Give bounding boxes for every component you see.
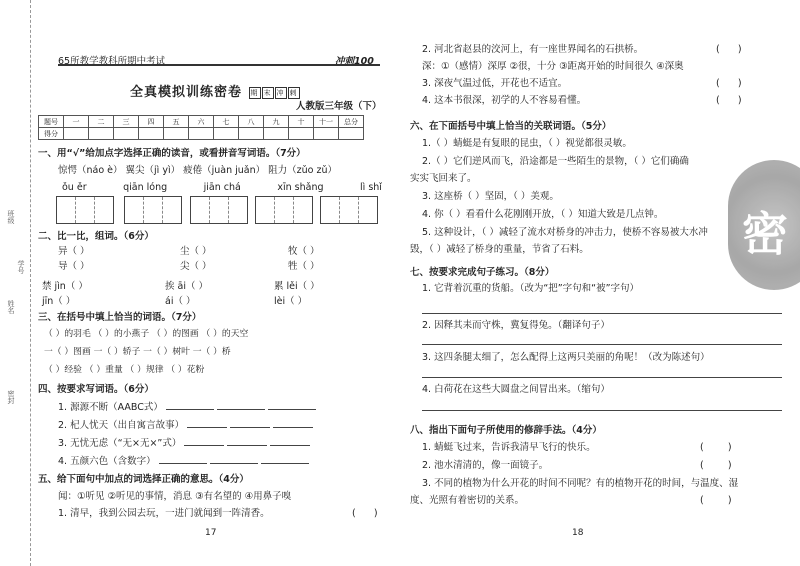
answer-paren[interactable]: ( ) (716, 95, 742, 106)
pinyin-item: lì shǐ (360, 182, 382, 193)
conj-item: 毁，（ ）减轻了桥身的重量，节省了石料。 (410, 244, 589, 255)
section-2-title: 二、比一比，组词。（6分） (38, 231, 154, 242)
score-cell: 总分 (339, 116, 364, 128)
page-number: 18 (572, 528, 584, 538)
answer-line[interactable] (273, 427, 313, 428)
conj-item: 5. 这种设计，（ ）减轻了流水对桥身的冲击力，使桥不容易被大水冲 (422, 227, 708, 238)
section-1-title: 一、用“√”给加点字选择正确的读音，或看拼音写词语。（7分） (38, 148, 306, 159)
gutter-label-class: 班级 (7, 210, 15, 224)
answer-line[interactable] (268, 409, 316, 410)
compare-item: 异（ ） (58, 246, 90, 257)
answer-line[interactable] (210, 463, 258, 464)
answer-line[interactable] (422, 313, 782, 314)
score-cell: 一 (64, 116, 89, 128)
answer-line[interactable] (270, 445, 310, 446)
brand-label: 冲刺100 (335, 56, 374, 67)
section-8-title: 八、指出下面句子所使用的修辞手法。（4分） (410, 425, 602, 436)
badge-2: 末 (263, 88, 272, 97)
compare-item: 尖（ ） (180, 261, 212, 272)
meaning-item: 3. 深夜气温过低，开花也不适宜。 (422, 78, 568, 89)
compare-item: 禁 jìn（ ） (42, 281, 88, 292)
score-input[interactable] (339, 128, 364, 140)
write-item-text: 2. 杞人忧天（出自寓言故事） (58, 420, 185, 431)
answer-line[interactable] (184, 445, 224, 446)
section-5-title: 五、给下面句中加点的词选择正确的意思。（4分） (38, 474, 249, 485)
pinyin-item: xīn shǎng (277, 182, 324, 193)
compare-item: jīn（ ） (42, 296, 76, 307)
answer-line[interactable] (422, 377, 782, 378)
pinyin-item: qiān lóng (123, 182, 168, 193)
score-cell: 八 (239, 116, 264, 128)
meaning-item: 1. 清早，我到公园去玩，一进门就闻到一阵清香。 (58, 508, 270, 519)
rhetoric-item: 1. 蜻蜓飞过来，告诉我清早飞行的快乐。 (422, 442, 596, 453)
write-item (58, 456, 309, 468)
rhetoric-item: 度、光照有着密切的关系。 (410, 495, 525, 506)
score-cell: 七 (214, 116, 239, 128)
title-text: 全真模拟训练密卷 (130, 85, 243, 100)
badge-1: 期 (250, 88, 259, 97)
rhetoric-item: 2. 池水清清的，像一面镜子。 (422, 460, 549, 471)
meaning-options: 深：①（感情）深厚 ②很，十分 ③距离开始的时间很久 ④深奥 (422, 61, 684, 72)
compare-item: 挨 āi（ ） (165, 281, 209, 292)
score-cell: 题号 (39, 116, 64, 128)
answer-line[interactable] (166, 409, 214, 410)
answer-paren[interactable]: ( ) (716, 44, 742, 55)
answer-paren[interactable]: ( ) (716, 78, 742, 89)
meaning-options: 闻：①听见 ②听见的事情，消息 ③有名望的 ④用鼻子嗅 (58, 491, 292, 502)
section-1-line: 惊愕（náo è） 翼尖（jì yì） 疲倦（juàn juǎn） 阻力（zǔo zǔ） (58, 165, 338, 176)
sentence-item: 2. 因释其耒而守株，冀复得兔。（翻译句子） (422, 320, 610, 331)
grade-label: 人教版三年级（下） (296, 101, 382, 112)
score-table (38, 115, 364, 140)
score-cell: 二 (89, 116, 114, 128)
pinyin-row (62, 182, 382, 194)
badge-4: 刺 (289, 88, 298, 97)
writing-box[interactable] (124, 196, 182, 224)
seal-stamp-text: 密 (742, 207, 788, 261)
score-input[interactable] (239, 128, 264, 140)
header-rule (58, 64, 380, 66)
score-cell: 十 (289, 116, 314, 128)
rhetoric-item: 3. 不同的植物为什么开花的时间不同呢？有的植物开花的时间，与温度、湿 (422, 478, 739, 489)
score-cell: 四 (139, 116, 164, 128)
write-item-text: 3. 无忧无虑（“无×无×”式） (58, 438, 182, 449)
compare-item: 牧（ ） (288, 246, 320, 257)
seal-stamp (728, 160, 800, 290)
score-input[interactable] (139, 128, 164, 140)
score-input[interactable] (214, 128, 239, 140)
answer-line[interactable] (217, 409, 265, 410)
fill-row: （ ）的羽毛 （ ）的小燕子 （ ）的图画 （ ）的天空 (44, 329, 249, 339)
score-header-row (39, 116, 364, 128)
meaning-item: 2. 河北省赵县的洨河上，有一座世界闻名的石拱桥。 (422, 44, 644, 55)
answer-paren[interactable]: ( ) (700, 460, 732, 471)
conj-item: 3. 这座桥（ ）坚固，（ ）美观。 (422, 191, 559, 202)
write-item-text: 4. 五颜六色（含数字） (58, 456, 156, 467)
compare-item: 尘（ ） (180, 246, 212, 257)
conj-item: 实实飞回来了。 (410, 173, 477, 184)
write-item (58, 420, 313, 432)
answer-line[interactable] (261, 463, 309, 464)
gutter-label-number: 学号 (17, 260, 25, 274)
write-item (58, 438, 310, 450)
score-input[interactable] (289, 128, 314, 140)
score-cell: 六 (189, 116, 214, 128)
section-4-title: 四、按要求写词语。（6分） (38, 384, 154, 395)
answer-line[interactable] (422, 344, 782, 345)
page-title (130, 81, 300, 100)
writing-box[interactable] (255, 196, 313, 224)
fill-row: （ ）经验 （ ）重量 （ ）规律 （ ）花粉 (44, 365, 205, 375)
score-input[interactable] (114, 128, 139, 140)
answer-line[interactable] (422, 410, 782, 411)
answer-line[interactable] (230, 427, 270, 428)
right-page (400, 0, 800, 566)
fill-row: 一（ ）图画 一（ ）轿子 一（ ）树叶 一（ ）桥 (44, 347, 231, 357)
conj-item: 2.（ ）它们逆风而飞，沿途都是一些陌生的景物，（ ）它们确确 (422, 156, 689, 167)
writing-box[interactable] (56, 196, 114, 224)
answer-line[interactable] (187, 427, 227, 428)
score-label-cell: 得分 (39, 128, 64, 140)
section-6-title: 六、在下面括号中填上恰当的关联词语。（5分） (410, 121, 612, 132)
gutter-label-name: 姓名 (7, 300, 15, 314)
section-7-title: 七、按要求完成句子练习。（8分） (410, 267, 555, 278)
page-number: 17 (205, 528, 217, 538)
writing-box[interactable] (320, 196, 378, 224)
compare-item: 导（ ） (58, 261, 90, 272)
sentence-item: 1. 它背着沉重的货船。（改为“把”字句和“被”字句） (422, 283, 640, 294)
score-cell: 五 (164, 116, 189, 128)
gutter-label-seal: 密封 (7, 390, 15, 404)
score-input[interactable] (314, 128, 339, 140)
answer-paren[interactable]: ( ) (700, 495, 732, 506)
compare-item: lèi（ ） (274, 296, 308, 307)
pinyin-item: ǒu ěr (62, 182, 87, 193)
binding-gutter (0, 0, 31, 566)
score-input[interactable] (264, 128, 289, 140)
answer-paren[interactable]: ( ) (352, 508, 378, 519)
write-item (58, 402, 316, 414)
score-value-row (39, 128, 364, 140)
score-input[interactable] (89, 128, 114, 140)
answer-line[interactable] (227, 445, 267, 446)
sentence-item: 4. 白荷花在这些大圆盘之间冒出来。（缩句） (422, 384, 610, 395)
score-cell: 九 (264, 116, 289, 128)
meaning-item: 4. 这本书很深，初学的人不容易看懂。 (422, 95, 587, 106)
writing-box[interactable] (190, 196, 248, 224)
compare-item: 累 lěi（ ） (274, 281, 320, 292)
series-label: 65所教学教科所期中考试 (58, 56, 166, 67)
score-cell: 十一 (314, 116, 339, 128)
compare-item: 牲（ ） (288, 261, 320, 272)
answer-line[interactable] (159, 463, 207, 464)
score-cell: 三 (114, 116, 139, 128)
sentence-item: 3. 这四条腿太细了，怎么配得上这两只美丽的角呢！（改为陈述句） (422, 352, 710, 363)
section-3-title: 三、在括号中填上恰当的词语。（7分） (38, 312, 202, 323)
conj-item: 4. 你（ ）看看什么花刚刚开放，（ ）知道大致是几点钟。 (422, 209, 664, 220)
conj-item: 1.（ ）蜻蜓是有复眼的昆虫，（ ）视觉都很灵敏。 (422, 138, 632, 149)
answer-paren[interactable]: ( ) (700, 442, 732, 453)
write-item-text: 1. 源源不断（AABC式） (58, 402, 163, 413)
score-input[interactable] (64, 128, 89, 140)
score-input[interactable] (189, 128, 214, 140)
badge-3: 冲 (276, 88, 285, 97)
compare-item: ái（ ） (165, 296, 196, 307)
score-input[interactable] (164, 128, 189, 140)
pinyin-item: jiān chá (203, 182, 241, 193)
